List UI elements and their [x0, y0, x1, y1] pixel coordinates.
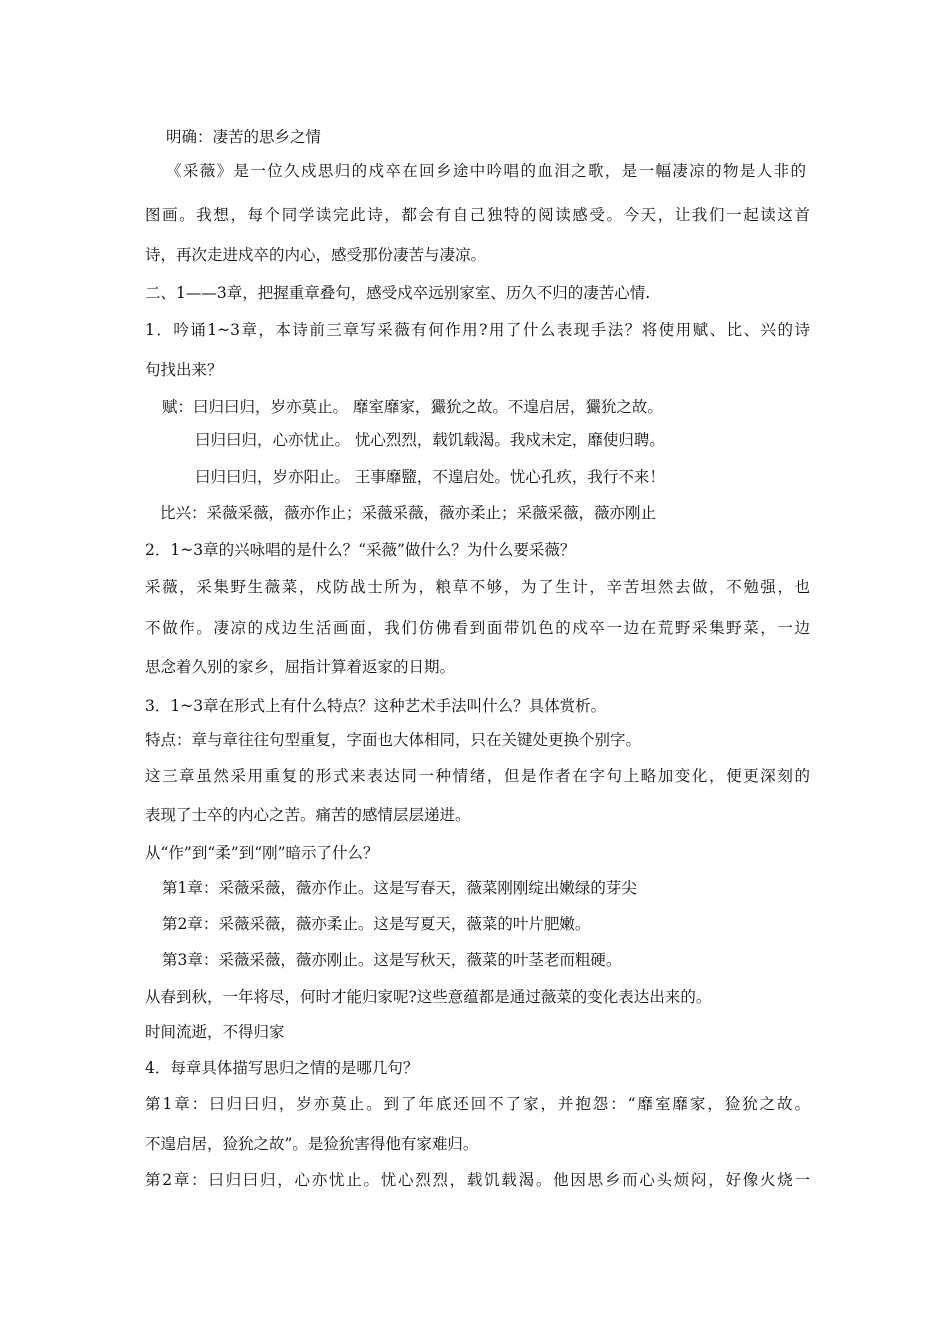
question-2: 2．1~3章的兴咏唱的是什么？“采薇”做什么？为什么要采薇？: [145, 541, 576, 559]
answer-2-line-3: 思念着久别的家乡，屈指计算着返家的日期。: [145, 658, 456, 676]
answer-2-line-1: 采薇，采集野生薇菜，戍防战士所为，粮草不够，为了生计，辛苦坦然去做，不勉强，也: [145, 578, 810, 596]
bixing-line: 比兴：采薇采薇，薇亦作止；采薇采薇，薇亦柔止；采薇采薇，薇亦刚止: [160, 504, 657, 522]
analysis-line-1: 这三章虽然采用重复的形式来表达同一种情绪，但是作者在字句上略加变化，便更深刻的: [145, 767, 810, 785]
paragraph-intro-line-2: 图画。我想，每个同学读完此诗，都会有自己独特的阅读感受。今天，让我们一起读这首: [145, 206, 810, 224]
section-heading-2: 二、1——3章，把握重章叠句，感受戍卒远别家室、历久不归的凄苦心情.: [145, 284, 651, 302]
question-4: 4．每章具体描写思归之情的是哪几句？: [145, 1059, 419, 1077]
time-passing-line: 时间流逝，不得归家: [145, 1023, 285, 1041]
question-3: 3．1~3章在形式上有什么特点？这种艺术手法叫什么？具体赏析。: [145, 697, 607, 715]
fu-line-1: 赋：曰归曰归，岁亦莫止。 靡室靡家，玁狁之故。不遑启居，玁狁之故。: [162, 398, 663, 416]
question-1-line-1: 1．吟诵1~3章，本诗前三章写采薇有何作用?用了什么表现手法？将使用赋、比、兴的诗: [145, 321, 810, 339]
answer-2-line-2: 不做作。凄凉的戍边生活画面，我们仿佛看到面带饥色的戍卒一边在荒野采集野菜，一边: [145, 619, 810, 637]
paragraph-answer-line: 明确：凄苦的思乡之情: [166, 128, 322, 146]
analysis-line-2: 表现了士卒的内心之苦。痛苦的感情层层递进。: [145, 806, 471, 824]
fu-line-3: 曰归曰归，岁亦阳止。 王事靡盬，不遑启处。忧心孔疚，我行不来！: [195, 468, 665, 486]
answer-4-ch2-line-1: 第2章：曰归曰归，心亦忧止。忧心烈烈，载饥载渴。他因思乡而心头烦闷，好像火烧一: [145, 1171, 810, 1189]
fu-line-2: 曰归曰归，心亦忧止。 忧心烈烈，载饥载渴。我戍未定，靡使归聘。: [195, 431, 665, 449]
paragraph-intro-line-1: 《采薇》是一位久戍思归的戍卒在回乡途中吟唱的血泪之歌，是一幅凄凉的物是人非的: [166, 162, 806, 180]
paragraph-intro-line-3: 诗，再次走进戍卒的内心，感受那份凄苦与凄凉。: [145, 246, 487, 264]
sub-question-zuo-rou-gang: 从“作”到“柔”到“刚”暗示了什么？: [145, 844, 379, 862]
chapter-1-note: 第1章：采薇采薇，薇亦作止。这是写春天，薇菜刚刚绽出嫩绿的芽尖: [162, 879, 637, 897]
features-line: 特点：章与章往往句型重复，字面也大体相同，只在关键处更换个别字。: [145, 731, 642, 749]
answer-4-ch1-line-2: 不遑启居，猃狁之故”。是猃狁害得他有家难归。: [145, 1135, 479, 1153]
summary-line: 从春到秋，一年将尽，何时才能归家呢?这些意蕴都是通过薇菜的变化表达出来的。: [145, 988, 712, 1006]
chapter-2-note: 第2章：采薇采薇，薇亦柔止。这是写夏天，薇菜的叶片肥嫩。: [162, 915, 591, 933]
chapter-3-note: 第3章：采薇采薇，薇亦刚止。这是写秋天，薇菜的叶茎老而粗硬。: [162, 951, 622, 969]
answer-4-ch1-line-1: 第1章：曰归曰归，岁亦莫止。到了年底还回不了家，并抱怨：“靡室靡家，猃狁之故。: [145, 1095, 810, 1113]
question-1-line-2: 句找出来？: [145, 361, 223, 379]
